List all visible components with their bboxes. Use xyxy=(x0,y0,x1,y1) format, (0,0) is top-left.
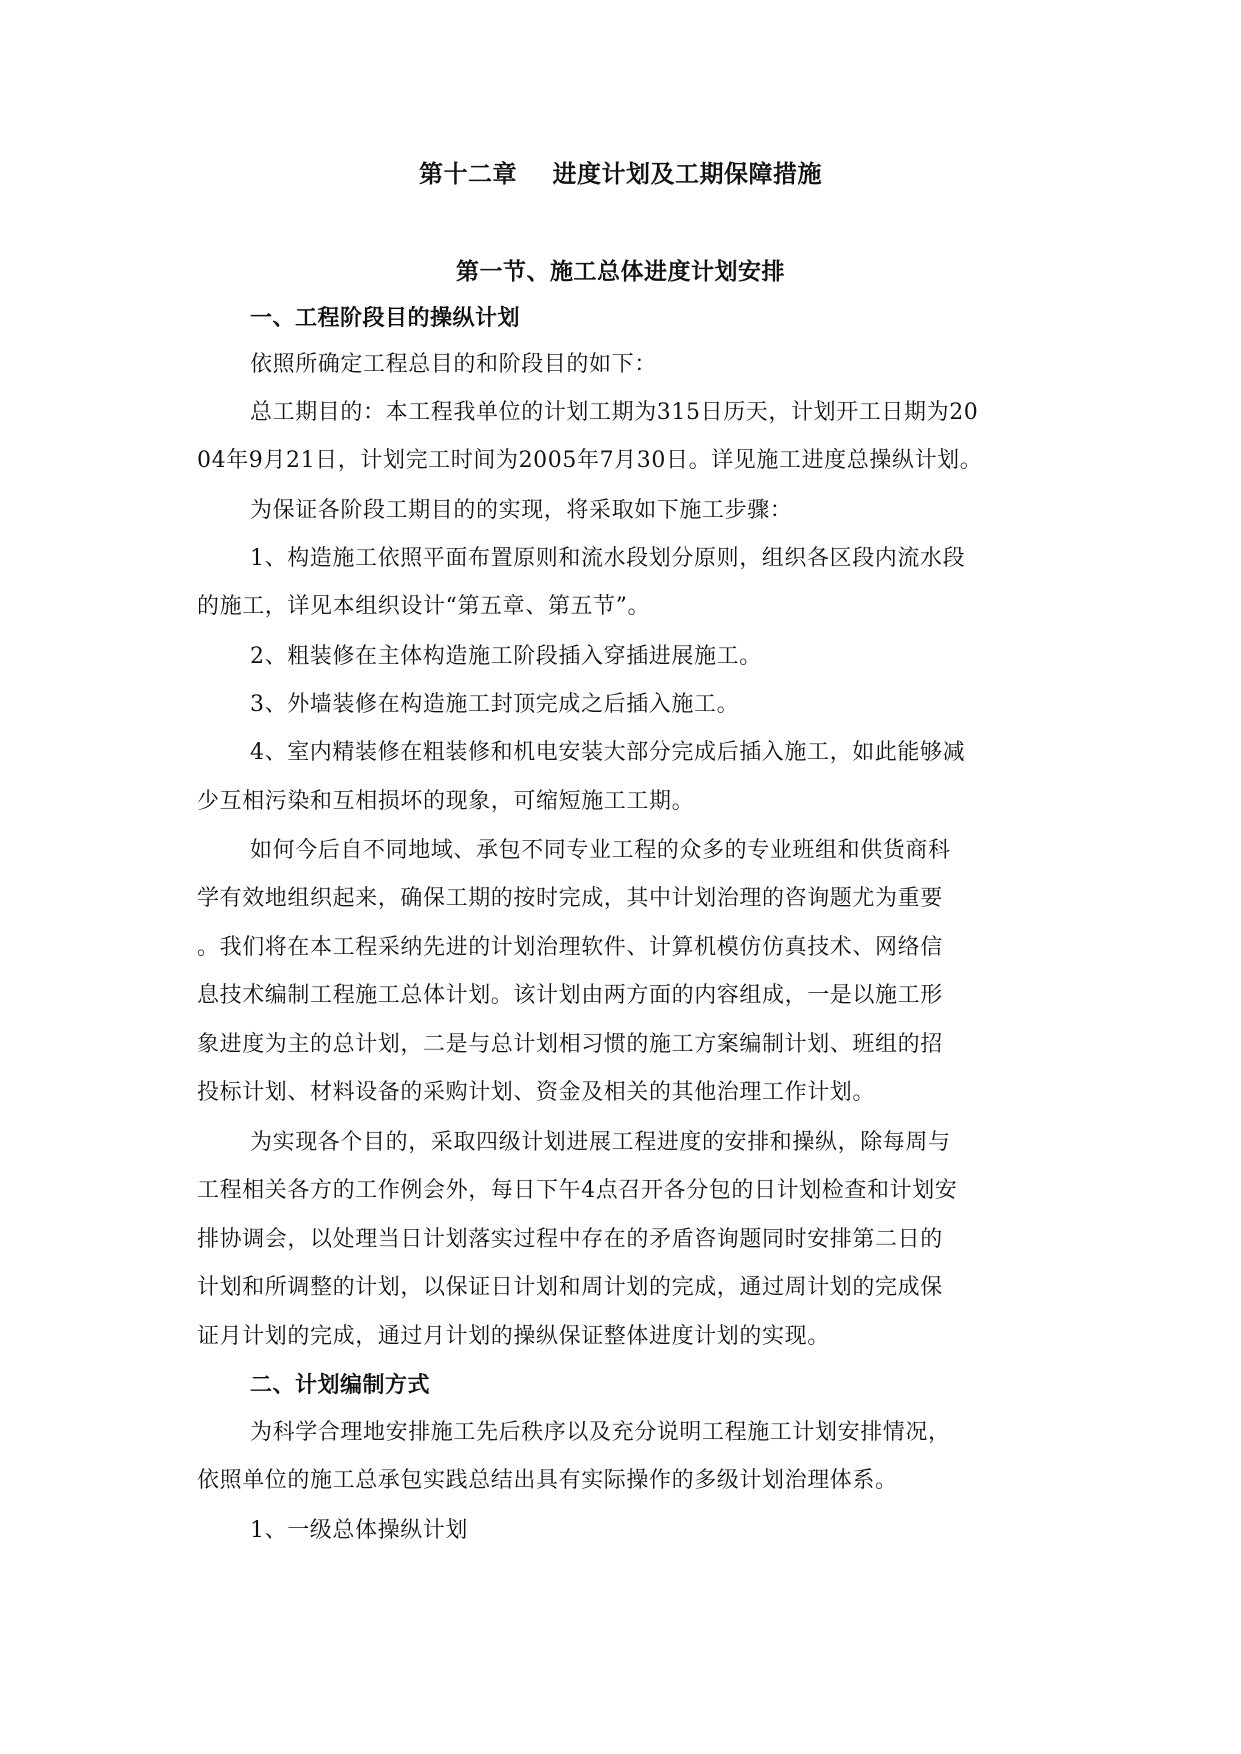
paragraph-line: 依照单位的施工总承包实践总结出具有实际操作的多级计划治理体系。 xyxy=(197,1468,898,1493)
paragraph-line: 的施工，详见本组织设计“第五章、第五节”。 xyxy=(197,594,651,619)
chapter-title: 第十二章 进度计划及工期保障措施 xyxy=(419,160,822,188)
heading-target-control-plan: 一、工程阶段目的操纵计划 xyxy=(250,306,521,331)
paragraph-line: 工程相关各方的工作例会外，每日下午4点召开各分包的日计划检查和计划安 xyxy=(197,1178,958,1203)
paragraph-line: 3、外墙装修在构造施工封顶完成之后插入施工。 xyxy=(250,692,740,717)
paragraph-line: 象进度为主的总计划，二是与总计划相习惯的施工方案编制计划、班组的招 xyxy=(197,1032,943,1057)
paragraph-line: 1、一级总体操纵计划 xyxy=(250,1518,468,1543)
paragraph-line: 为科学合理地安排施工先后秩序以及充分说明工程施工计划安排情况， xyxy=(250,1420,951,1445)
paragraph-line: 依照所确定工程总目的和阶段目的如下： xyxy=(250,352,657,377)
paragraph-line: 证月计划的完成，通过月计划的操纵保证整体进度计划的实现。 xyxy=(197,1324,830,1349)
paragraph-line: 。我们将在本工程采纳先进的计划治理软件、计算机模仿仿真技术、网络信 xyxy=(197,935,943,960)
paragraph-line: 2、粗装修在主体构造施工阶段插入穿插进展施工。 xyxy=(250,644,762,669)
paragraph-line: 学有效地组织起来，确保工期的按时完成，其中计划治理的咨询题尤为重要 xyxy=(197,886,943,911)
paragraph-line: 如何今后自不同地域、承包不同专业工程的众多的专业班组和供货商科 xyxy=(250,838,951,863)
paragraph-line: 1、构造施工依照平面布置原则和流水段划分原则，组织各区段内流水段 xyxy=(250,546,966,571)
paragraph-line: 04年9月21日，计划完工时间为2005年7月30日。详见施工进度总操纵计划。 xyxy=(197,448,983,473)
paragraph-line: 为实现各个目的，采取四级计划进展工程进度的安排和操纵，除每周与 xyxy=(250,1130,951,1155)
heading-plan-method: 二、计划编制方式 xyxy=(250,1373,431,1398)
paragraph-line: 总工期目的：本工程我单位的计划工期为315日历天，计划开工日期为20 xyxy=(250,400,979,425)
paragraph-line: 为保证各阶段工期目的的实现，将采取如下施工步骤： xyxy=(250,498,793,523)
paragraph-line: 少互相污染和互相损坏的现象，可缩短施工工期。 xyxy=(197,789,695,814)
paragraph-line: 息技术编制工程施工总体计划。该计划由两方面的内容组成，一是以施工形 xyxy=(197,983,943,1008)
paragraph-line: 排协调会，以处理当日计划落实过程中存在的矛盾咨询题同时安排第二日的 xyxy=(197,1227,943,1252)
section-title: 第一节、施工总体进度计划安排 xyxy=(456,259,785,285)
paragraph-line: 投标计划、材料设备的采购计划、资金及相关的其他治理工作计划。 xyxy=(197,1080,876,1105)
paragraph-line: 4、室内精装修在粗装修和机电安装大部分完成后插入施工，如此能够减 xyxy=(250,740,966,765)
paragraph-line: 计划和所调整的计划，以保证日计划和周计划的完成，通过周计划的完成保 xyxy=(197,1275,943,1300)
